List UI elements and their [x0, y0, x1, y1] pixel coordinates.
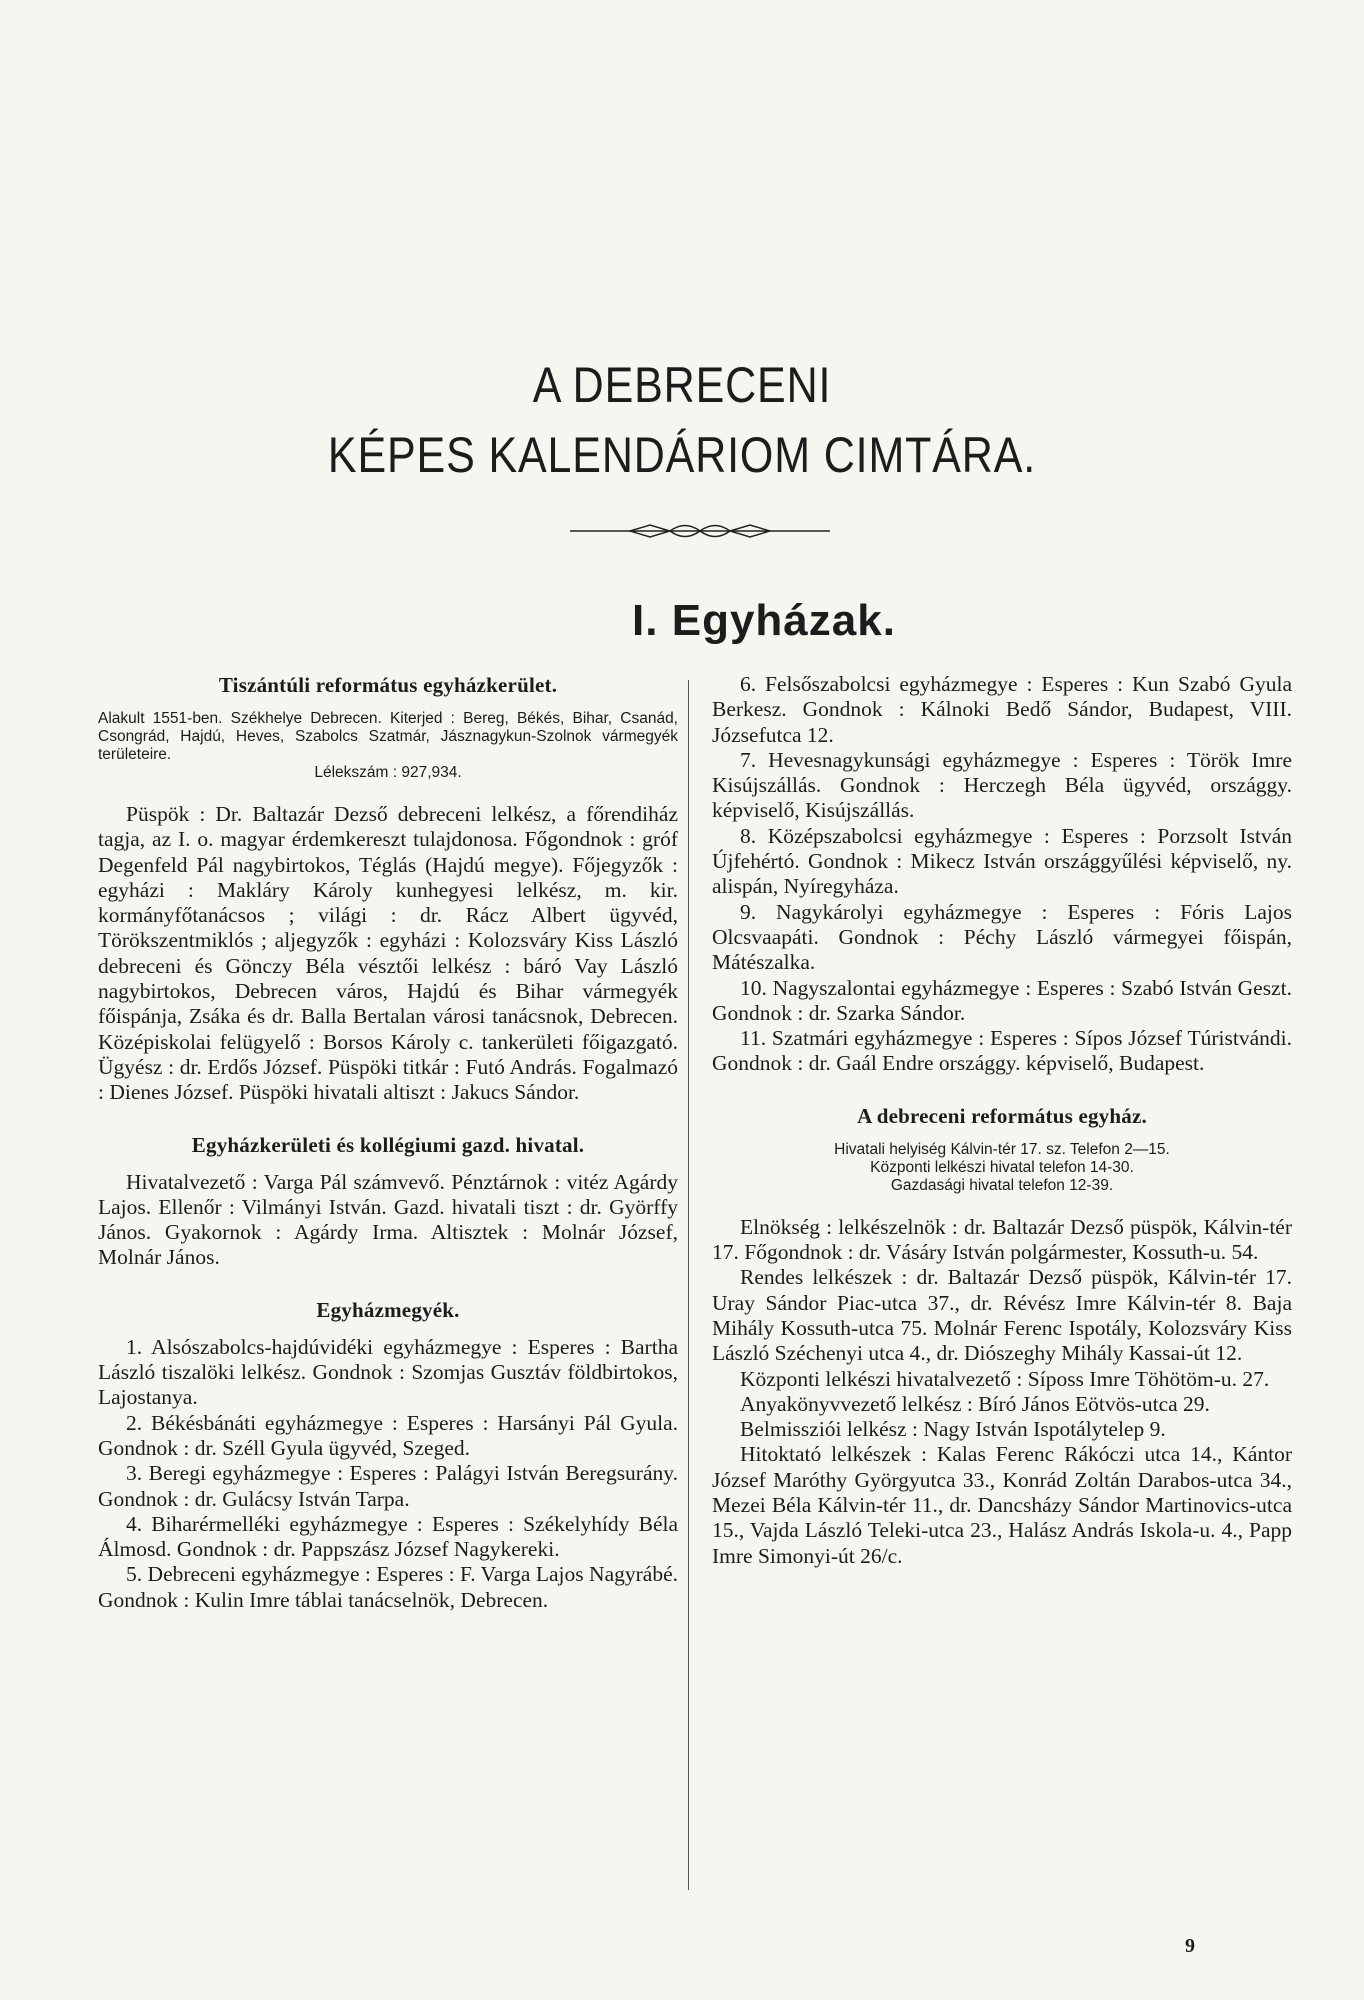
column-divider — [688, 680, 689, 1890]
church-paragraph: Rendes lelkészek : dr. Baltazár Dezső püspök, Kálvin-tér 17. Uray Sándor Piac-utca 37., dr. Révész Imre Kálvin-tér 8. Baja Mihály Kossuth-utca 75. Molnár Ferenc Ispotály, Kolozsváry Kiss László Széchenyi utca 4., dr. Diószeghy Mihály Kassai-út 12. — [712, 1265, 1292, 1366]
church-finance-phone: Gazdasági hivatal telefon 12-39. — [890, 1176, 1114, 1194]
main-title-line1: A DEBRECENI — [532, 357, 832, 413]
diocese-item: 10. Nagyszalontai egyházmegye : Esperes : Szabó István Geszt. Gondnok : dr. Szarka Sándor. — [712, 975, 1292, 1025]
diocese-item: 11. Szatmári egyházmegye : Esperes : Sípos József Túristvándi. Gondnok : dr. Gaál Endre országgy. képviselő, Budapest. — [712, 1026, 1292, 1076]
district-heading: Tiszántúli református egyházkerület. — [218, 673, 558, 697]
diocese-item: 3. Beregi egyházmegye : Esperes : Palágyi István Beregsurány. Gondnok : dr. Gulácsy István Tarpa. — [98, 1461, 678, 1511]
dioceses-heading: Egyházmegyék. — [316, 1297, 460, 1322]
church-paragraph: Anyakönyvvezető lelkész : Bíró János Eötvös-utca 29. — [740, 1391, 1210, 1416]
main-title-line2: KÉPES KALENDÁRIOM CIMTÁRA. — [327, 427, 1037, 483]
diocese-item: 5. Debreceni egyházmegye : Esperes : F. Varga Lajos Nagyrábé. Gondnok : Kulin Imre táblai tanácselnök, Debrecen. — [98, 1562, 678, 1612]
ornament-divider — [570, 520, 830, 542]
church-heading: A debreceni református egyház. — [857, 1103, 1147, 1128]
district-population: Lélekszám : 927,934. — [314, 764, 462, 781]
page-number: 9 — [1185, 1935, 1195, 1957]
church-paragraph: Központi lelkészi hivatalvezető : Síposs Imre Töhötöm-u. 27. — [740, 1366, 1270, 1391]
church-paragraph: Hitoktató lelkészek : Kalas Ferenc Rákóczi utca 14., Kántor József Maróthy Györgyutca 33., Konrád Zoltán Darabos-utca 34., Mezei Béla Kálvin-tér 11., dr. Dancsházy Sándor Martinovics-utca 15., Vajda László Teleki-utca 23., Halász András Iskola-u. 4., Papp Imre Simonyi-út 26/c. — [712, 1442, 1292, 1568]
district-body: Püspök : Dr. Baltazár Dezső debreceni lelkész, a főrendiház tagja, az I. o. magyar érdemkereszt tulajdonosa. Főgondnok : gróf Degenfeld Pál nagybirtokos, Téglás (Hajdú megye). Főjegyzők : egyházi : Makláry Károly kunhegyesi lelkész, m. kir. kormányfőtanácsos ; világi : dr. Rácz Albert ügyvéd, Törökszentmiklós ; aljegyzők : egyházi : Kolozsváry Kiss László debreceni és Gönczy Béla vésztői lelkész : báró Vay László nagybirtokos, Debrecen város, Hajdú és Bihar vármegyék főispánja, Zsáka és dr. Balla Bertalan városi tanácsnok, Debrecen. Középiskolai felügyelő : Borsos Károly c. tankerületi főigazgató. Ügyész : dr. Erdős József. Püspöki titkár : Futó András. Fogalmazó : Dienes József. Püspöki hivatali altiszt : Jakucs Sándor. — [98, 802, 678, 1105]
church-office-phone: Hivatali helyiség Kálvin-tér 17. sz. Telefon 2—15. — [834, 1140, 1170, 1158]
district-meta — [98, 710, 678, 782]
church-paragraph: Belmissziói lelkész : Nagy István Ispotálytelep 9. — [740, 1417, 1166, 1442]
diocese-item: 9. Nagykárolyi egyházmegye : Esperes : Fóris Lajos Olcsvaapáti. Gondnok : Péchy László vármegyei főispán, Mátészalka. — [712, 899, 1292, 975]
diocese-item: 2. Békésbánáti egyházmegye : Esperes : Harsányi Pál Gyula. Gondnok : dr. Széll Gyula ügyvéd, Szeged. — [98, 1410, 678, 1460]
church-central-phone: Központi lelkészi hivatal telefon 14-30. — [870, 1158, 1134, 1176]
office-body: Hivatalvezető : Varga Pál számvevő. Pénztárnok : vitéz Agárdy Lajos. Ellenőr : Vilmányi István. Gazd. hivatali tiszt : dr. Györffy János. Gyakornok : Agárdy Irma. Altisztek : Molnár József, Molnár János. — [98, 1169, 678, 1270]
diocese-item: 8. Középszabolcsi egyházmegye : Esperes : Porzsolt István Újfehértó. Gondnok : Mikecz István országgyűlési képviselő, ny. alispán, Nyíregyháza. — [712, 823, 1292, 899]
district-meta-line: Alakult 1551-ben. Székhelye Debrecen. Kiterjed : Bereg, Békés, Bihar, Csanád, Csongrád, Hajdú, Heves, Szabolcs Szatmár, Jásznagykun-Szolnok vármegyék területeire. — [98, 710, 678, 763]
diocese-item: 1. Alsószabolcs-hajdúvidéki egyházmegye : Esperes : Bartha László tiszalöki lelkész. Gondnok : Szomjas Gusztáv földbirtokos, Lajostanya. — [98, 1334, 678, 1410]
office-heading: Egyházkerületi és kollégiumi gazd. hivatal. — [191, 1132, 585, 1157]
diocese-item: 4. Biharérmelléki egyházmegye : Esperes : Székelyhídy Béla Álmosd. Gondnok : dr. Pappszász József Nagykereki. — [98, 1511, 678, 1562]
right-column — [712, 672, 1292, 1569]
church-meta — [712, 1141, 1292, 1195]
diocese-item: 6. Felsőszabolcsi egyházmegye : Esperes : Kun Szabó Gyula Berkesz. Gondnok : Kálnoki Bedő Sándor, Budapest, VIII. Józsefutca 12. — [712, 672, 1292, 747]
section-title: I. Egyházak. — [632, 596, 896, 645]
church-paragraph: Elnökség : lelkészelnök : dr. Baltazár Dezső püspök, Kálvin-tér 17. Főgondnok : dr. Vásáry István polgármester, Kossuth-u. 54. — [712, 1214, 1292, 1265]
diocese-item: 7. Hevesnagykunsági egyházmegye : Esperes : Török Imre Kisújszállás. Gondnok : Herczegh Béla ügyvéd, országgy. képviselő, Kisújszállás. — [712, 747, 1292, 823]
left-column — [98, 672, 678, 1613]
